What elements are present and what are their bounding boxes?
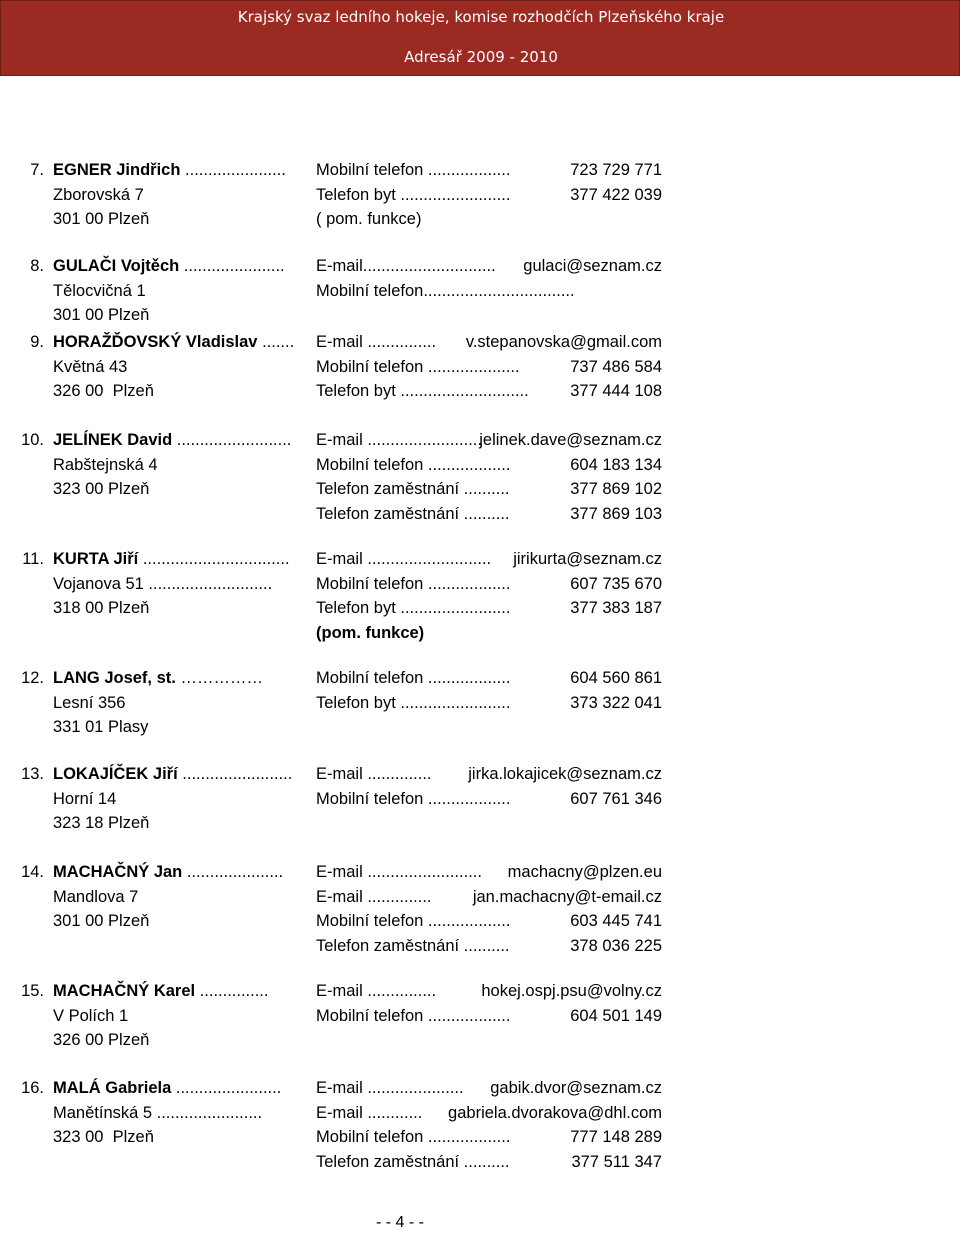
address-line: 326 00 Plzeň bbox=[53, 382, 154, 400]
address-line: 323 00 Plzeň bbox=[53, 1128, 154, 1146]
leader-dots: ...................... bbox=[180, 161, 291, 179]
entry-name-line bbox=[53, 255, 289, 277]
entry-name-line bbox=[53, 861, 288, 883]
contact-value: gulaci@seznam.cz bbox=[523, 257, 662, 275]
contact-value: jan.machacny@t-email.cz bbox=[472, 887, 662, 906]
contact-label: E-mail ......................... bbox=[316, 863, 482, 881]
entry-number: 9. bbox=[30, 333, 44, 351]
contact-value: 607 761 346 bbox=[570, 789, 662, 808]
contact-value: gabriela.dvorakova@dhl.com bbox=[448, 1103, 662, 1122]
address-line: Lesní 356 bbox=[53, 693, 126, 712]
address-line: Vojanova 51 ........................... bbox=[53, 574, 273, 593]
contact-label: Telefon byt ........................ bbox=[316, 185, 511, 204]
entry-name: LOKAJÍČEK Jiří bbox=[53, 765, 178, 783]
contact-label: Telefon zaměstnání .......... bbox=[316, 504, 510, 523]
contact-label: Mobilní telefon .................. bbox=[316, 669, 511, 687]
leader-dots: ....... bbox=[257, 333, 299, 351]
contact-value: 377 511 347 bbox=[571, 1152, 662, 1171]
contact-label: Mobilní telefon................................. bbox=[316, 281, 575, 300]
contact-label: E-mail .............. bbox=[316, 887, 432, 906]
entry-number: 8. bbox=[30, 257, 44, 275]
contact-value: v.stepanovska@gmail.com bbox=[465, 333, 662, 351]
contact-label: E-mail ............ bbox=[316, 1103, 423, 1122]
address-line: 323 18 Plzeň bbox=[53, 814, 150, 832]
leader-dots: ............... bbox=[195, 982, 274, 1000]
contact-value: hokej.ospj.psu@volny.cz bbox=[481, 982, 662, 1000]
contact-value: 377 422 039 bbox=[570, 185, 662, 204]
leader-dots: ................................ bbox=[138, 550, 295, 568]
entry-name-line bbox=[53, 980, 273, 1002]
contact-value: jirikurta@seznam.cz bbox=[513, 550, 662, 568]
entry-name: KURTA Jiří bbox=[53, 550, 139, 568]
contact-value: 377 869 102 bbox=[570, 480, 662, 498]
contact-label: Mobilní telefon .................... bbox=[316, 357, 520, 376]
contact-label: E-mail ............... bbox=[316, 982, 437, 1000]
contact-label: E-mail .............. bbox=[316, 765, 432, 783]
entry-name-line bbox=[53, 159, 290, 181]
address-line: Horní 14 bbox=[53, 789, 117, 808]
address-line: 331 01 Plasy bbox=[53, 718, 149, 736]
header-title: Krajský svaz ledního hokeje, komise rozhodčích Plzeňského kraje bbox=[237, 8, 725, 26]
contact-label: Mobilní telefon .................. bbox=[316, 789, 511, 808]
contact-value: 604 183 134 bbox=[570, 455, 662, 474]
leader-dots: ......................... bbox=[172, 431, 296, 449]
contact-value: 604 501 149 bbox=[570, 1006, 662, 1025]
entry-name: MACHAČNÝ Karel bbox=[53, 982, 196, 1000]
contact-value: 377 444 108 bbox=[570, 382, 662, 400]
entry-number: 14. bbox=[21, 863, 44, 881]
contact-value: gabik.dvor@seznam.cz bbox=[490, 1079, 662, 1097]
address-line: 301 00 Plzeň bbox=[53, 306, 150, 324]
entry-number: 11. bbox=[22, 550, 44, 568]
contact-label: Mobilní telefon .................. bbox=[316, 1006, 511, 1025]
contact-label: Telefon byt ........................ bbox=[316, 693, 511, 712]
contact-label: Mobilní telefon .................. bbox=[316, 912, 511, 930]
address-line: Květná 43 bbox=[53, 357, 128, 376]
address-line: 301 00 Plzeň bbox=[53, 210, 150, 228]
entry-name-line bbox=[53, 667, 263, 689]
contact-label: E-mail............................. bbox=[316, 257, 496, 275]
contact-label: Telefon zaměstnání .......... bbox=[316, 1152, 510, 1171]
address-line: Tělocvičná 1 bbox=[53, 281, 146, 300]
entry-name: JELÍNEK David bbox=[53, 431, 173, 449]
leader-dots: ..................... bbox=[182, 863, 288, 881]
contact-value: jelinek.dave@seznam.cz bbox=[479, 431, 662, 449]
contact-value: 603 445 741 bbox=[570, 912, 662, 930]
header-subtitle: Adresář 2009 - 2010 bbox=[404, 48, 558, 66]
contact-label: Telefon zaměstnání .......... bbox=[316, 480, 510, 498]
contact-label: Mobilní telefon .................. bbox=[316, 1128, 511, 1146]
entry-number: 16. bbox=[21, 1079, 44, 1097]
contact-label: Mobilní telefon .................. bbox=[316, 161, 511, 179]
entry-name-line bbox=[53, 429, 296, 451]
contact-value: 777 148 289 bbox=[570, 1128, 662, 1146]
contact-label: E-mail ........................... bbox=[316, 550, 492, 568]
entry-name: LANG Josef, st. bbox=[53, 669, 176, 687]
entry-number: 15. bbox=[21, 982, 44, 1000]
address-line: 318 00 Plzeň bbox=[53, 599, 150, 617]
page-number: - - 4 - - bbox=[376, 1214, 424, 1231]
leader-dots: ........................ bbox=[177, 765, 297, 783]
entry-name: EGNER Jindřich bbox=[53, 161, 181, 179]
contact-value: 378 036 225 bbox=[570, 936, 662, 955]
address-line: 323 00 Plzeň bbox=[53, 480, 150, 498]
contact-label: (pom. funkce) bbox=[316, 623, 425, 642]
address-line: V Polích 1 bbox=[53, 1006, 129, 1025]
contact-label: Mobilní telefon .................. bbox=[316, 455, 511, 474]
entry-number: 7. bbox=[30, 161, 44, 179]
contact-value: 377 383 187 bbox=[570, 599, 662, 617]
contact-label: Telefon byt ............................ bbox=[316, 382, 529, 400]
entry-name: MACHAČNÝ Jan bbox=[53, 863, 183, 881]
address-line: 301 00 Plzeň bbox=[53, 912, 150, 930]
contact-label: E-mail ............... bbox=[316, 333, 437, 351]
entry-name-line bbox=[53, 1077, 286, 1099]
address-line: 326 00 Plzeň bbox=[53, 1031, 150, 1049]
contact-label: E-mail ......................... bbox=[316, 431, 482, 449]
entry-name: MALÁ Gabriela bbox=[53, 1079, 172, 1097]
address-line: Mandlova 7 bbox=[53, 887, 139, 906]
contact-label: Telefon byt ........................ bbox=[316, 599, 511, 617]
contact-value: 604 560 861 bbox=[570, 669, 662, 687]
address-line: Manětínská 5 ....................... bbox=[53, 1103, 263, 1122]
entry-name-line bbox=[53, 548, 294, 570]
leader-dots: ...................... bbox=[179, 257, 290, 275]
leader-dots: ....................... bbox=[171, 1079, 286, 1097]
leader-dots: …………… bbox=[175, 669, 263, 687]
address-line: Zborovská 7 bbox=[53, 185, 144, 204]
contact-label: ( pom. funkce) bbox=[316, 210, 422, 228]
address-line: Rabštejnská 4 bbox=[53, 455, 158, 474]
contact-value: 377 869 103 bbox=[570, 504, 662, 523]
entry-name: HORAŽĎOVSKÝ Vladislav bbox=[53, 333, 258, 351]
entry-number: 13. bbox=[21, 765, 44, 783]
contact-value: 723 729 771 bbox=[570, 161, 662, 179]
contact-value: 373 322 041 bbox=[570, 693, 662, 712]
contact-label: Telefon zaměstnání .......... bbox=[316, 936, 510, 955]
entry-number: 10. bbox=[21, 431, 44, 449]
contact-value: jirka.lokajicek@seznam.cz bbox=[468, 765, 662, 783]
entry-name: GULAČI Vojtěch bbox=[53, 257, 180, 275]
entry-name-line bbox=[53, 763, 297, 785]
contact-value: 607 735 670 bbox=[570, 574, 662, 593]
entry-number: 12. bbox=[21, 669, 44, 687]
page-header bbox=[0, 0, 960, 76]
contact-value: machacny@plzen.eu bbox=[507, 863, 662, 881]
contact-label: Mobilní telefon .................. bbox=[316, 574, 511, 593]
contact-label: E-mail ..................... bbox=[316, 1079, 464, 1097]
contact-value: 737 486 584 bbox=[570, 357, 662, 376]
